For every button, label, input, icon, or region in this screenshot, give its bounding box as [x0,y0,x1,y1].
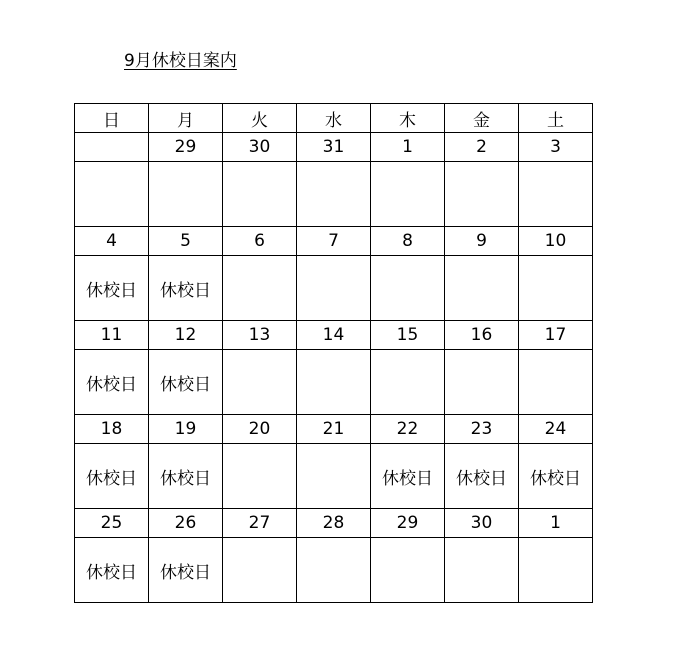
date-cell: 26 [149,509,223,538]
note-cell [297,350,371,415]
date-cell: 19 [149,415,223,444]
date-cell: 1 [371,133,445,162]
date-cell: 20 [223,415,297,444]
note-cell [371,538,445,603]
note-cell [297,444,371,509]
holiday-label: 休校日 [149,444,223,509]
holiday-label: 休校日 [149,256,223,321]
date-cell: 22 [371,415,445,444]
date-cell: 29 [149,133,223,162]
note-cell [297,256,371,321]
date-cell: 27 [223,509,297,538]
week-4-notes-row [75,444,593,509]
holiday-label: 休校日 [75,350,149,415]
holiday-label: 休校日 [75,444,149,509]
note-cell [223,444,297,509]
note-cell [223,350,297,415]
date-cell: 29 [371,509,445,538]
note-cell [445,162,519,227]
date-cell: 31 [297,133,371,162]
date-cell: 9 [445,227,519,256]
note-cell [519,162,593,227]
note-cell [445,538,519,603]
weekday-sun: 日 [75,104,149,133]
date-cell: 4 [75,227,149,256]
note-cell [445,256,519,321]
holiday-label: 休校日 [75,256,149,321]
weekday-sat: 土 [519,104,593,133]
weekday-header-row [75,104,593,133]
note-cell [297,538,371,603]
date-cell: 5 [149,227,223,256]
date-cell: 8 [371,227,445,256]
date-cell: 17 [519,321,593,350]
page-title: 9月休校日案内 [124,51,237,71]
note-cell [75,162,149,227]
note-cell [519,538,593,603]
holiday-label: 休校日 [445,444,519,509]
week-2-notes-row [75,256,593,321]
holiday-label: 休校日 [149,538,223,603]
date-cell: 3 [519,133,593,162]
week-2-dates-row [75,227,593,256]
note-cell [445,350,519,415]
note-cell [371,256,445,321]
weekday-fri: 金 [445,104,519,133]
week-5-dates-row [75,509,593,538]
week-1-dates-row [75,133,593,162]
date-cell: 25 [75,509,149,538]
date-cell: 30 [445,509,519,538]
date-cell: 11 [75,321,149,350]
date-cell: 14 [297,321,371,350]
week-3-notes-row [75,350,593,415]
date-cell: 15 [371,321,445,350]
note-cell [223,256,297,321]
note-cell [519,256,593,321]
note-cell [371,162,445,227]
note-cell [149,162,223,227]
week-3-dates-row [75,321,593,350]
date-cell: 16 [445,321,519,350]
holiday-label: 休校日 [75,538,149,603]
note-cell [223,538,297,603]
date-cell [75,133,149,162]
week-5-notes-row [75,538,593,603]
date-cell: 30 [223,133,297,162]
weekday-mon: 月 [149,104,223,133]
note-cell [371,350,445,415]
holiday-label: 休校日 [519,444,593,509]
holiday-label: 休校日 [371,444,445,509]
date-cell: 18 [75,415,149,444]
date-cell: 1 [519,509,593,538]
note-cell [297,162,371,227]
date-cell: 23 [445,415,519,444]
date-cell: 2 [445,133,519,162]
date-cell: 6 [223,227,297,256]
holiday-label: 休校日 [149,350,223,415]
weekday-wed: 水 [297,104,371,133]
week-1-notes-row [75,162,593,227]
date-cell: 24 [519,415,593,444]
weekday-tue: 火 [223,104,297,133]
note-cell [519,350,593,415]
date-cell: 12 [149,321,223,350]
weekday-thu: 木 [371,104,445,133]
date-cell: 13 [223,321,297,350]
date-cell: 28 [297,509,371,538]
week-4-dates-row [75,415,593,444]
date-cell: 7 [297,227,371,256]
date-cell: 10 [519,227,593,256]
calendar-table [74,103,593,603]
date-cell: 21 [297,415,371,444]
note-cell [223,162,297,227]
